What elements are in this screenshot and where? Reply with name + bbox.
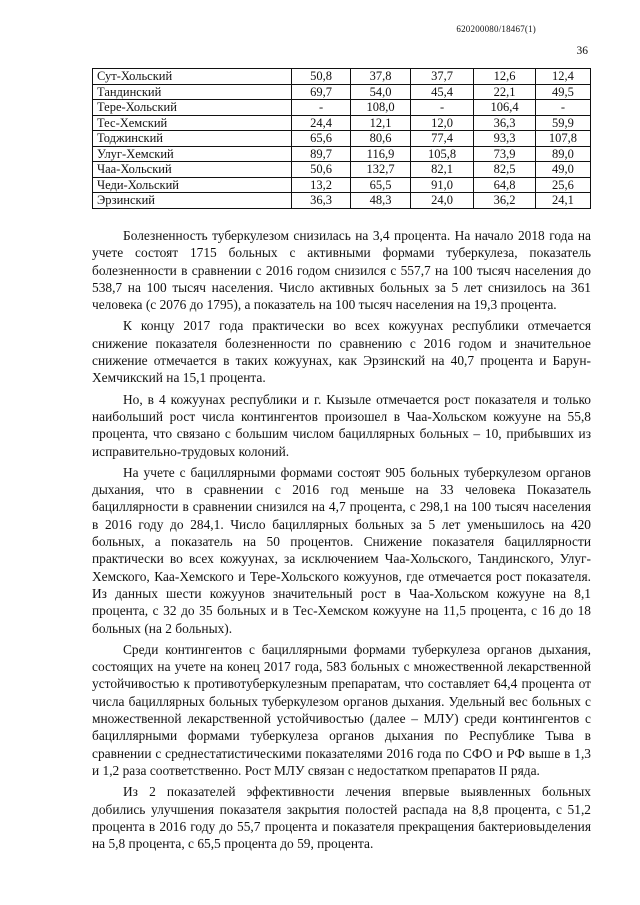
table-cell: 24,4 <box>291 115 350 131</box>
table-row <box>93 162 591 178</box>
table-cell: 12,6 <box>474 69 536 85</box>
table-cell: - <box>291 100 350 116</box>
table-cell: 12,4 <box>535 69 590 85</box>
table-cell: 54,0 <box>351 84 411 100</box>
table-row <box>93 177 591 193</box>
table-cell-district: Чеди-Хольский <box>93 177 292 193</box>
table-cell: 24,1 <box>535 193 590 209</box>
table-row <box>93 115 591 131</box>
page-number: 36 <box>576 45 588 57</box>
table-row <box>93 84 591 100</box>
table-cell: 37,7 <box>410 69 473 85</box>
table-cell: 12,1 <box>351 115 411 131</box>
table-cell: 69,7 <box>291 84 350 100</box>
table-cell: 24,0 <box>410 193 473 209</box>
table-cell-district: Чаа-Хольский <box>93 162 292 178</box>
table-cell: 105,8 <box>410 146 473 162</box>
table-cell: 25,6 <box>535 177 590 193</box>
table-cell: 36,3 <box>474 115 536 131</box>
table-cell: 64,8 <box>474 177 536 193</box>
table-cell: 77,4 <box>410 131 473 147</box>
table-row <box>93 69 591 85</box>
table-cell: 116,9 <box>351 146 411 162</box>
table-cell: 48,3 <box>351 193 411 209</box>
table-cell: 108,0 <box>351 100 411 116</box>
table-cell: 37,8 <box>351 69 411 85</box>
table-cell-district: Тес-Хемский <box>93 115 292 131</box>
table-cell: 89,7 <box>291 146 350 162</box>
paragraph: Болезненность туберкулезом снизилась на 3,4 процента. На начало 2018 года на учете состоят 1715 больных с активными формами туберкулеза, показатель болезненности в сравнении с 2016 годом снизился с 557,7 на 100 тысяч населения до 538,7 на 100 тысяч населения. Число активных больных за 5 лет снизилось на 361 человека (с 2076 до 1795), а показатель на 100 тысяч населения на 19,3 процента. <box>92 228 591 313</box>
paragraph: Но, в 4 кожуунах республики и г. Кызыле отмечается рост показателя и только наибольший рост числа контингентов произошел в Чаа-Хольском кожууне на 55,8 процента, что связано с большим числом бациллярных больных – 10, прибывших из исправительно-трудовых колоний. <box>92 391 591 459</box>
body-text <box>92 227 591 856</box>
table-cell-district: Сут-Хольский <box>93 69 292 85</box>
table-cell: 50,8 <box>291 69 350 85</box>
table-cell: 82,5 <box>474 162 536 178</box>
document-id: 620200080/18467(1) <box>456 24 536 34</box>
table-row <box>93 100 591 116</box>
table-cell: 45,4 <box>410 84 473 100</box>
table-cell-district: Улуг-Хемский <box>93 146 292 162</box>
table-cell: 49,5 <box>535 84 590 100</box>
paragraph: К концу 2017 года практически во всех кожуунах республики отмечается снижение показателя болезненности по сравнению с 2016 годом и значительное снижение отмечается в таких кожуунах, как Эрзинский на 40,7 процента и Барун-Хемчикский на 15,1 процента. <box>92 318 591 386</box>
table-row <box>93 193 591 209</box>
paragraph: Среди контингентов с бациллярными формами туберкулеза органов дыхания, состоящих на учете на конец 2017 года, 583 больных с множественной лекарственной устойчивостью к противотуберкулезным препаратам, что составляет 64,4 процента от числа бациллярных больных туберкулезом органов дыхания. Удельный вес больных с множественной лекарственной устойчивостью (далее – МЛУ) среди контингентов с бациллярными формами туберкулеза органов дыхания по Республике Тыва в сравнении с среднестатистическими показателями 2016 года по СФО и РФ выше в 1,3 и 1,2 раза соответственно. Рост МЛУ связан с недостатком препаратов II ряда. <box>92 641 591 778</box>
table-cell-district: Эрзинский <box>93 193 292 209</box>
table-cell: 65,6 <box>291 131 350 147</box>
table-cell-district: Тоджинский <box>93 131 292 147</box>
table-cell: 22,1 <box>474 84 536 100</box>
table-cell: - <box>410 100 473 116</box>
table-cell: 106,4 <box>474 100 536 116</box>
table-cell: 49,0 <box>535 162 590 178</box>
table-cell: 89,0 <box>535 146 590 162</box>
paragraph: На учете с бациллярными формами состоят 905 больных туберкулезом органов дыхания, что в сравнении с 2016 год меньше на 33 человека Показатель бациллярности в сравнении снизился на 4,7 процента, с 298,1 на 100 тысяч населения в 2016 году до 284,1. Число бациллярных больных за 5 лет уменьшилось на 420 больных, а показатель на 50 процентов. Снижение показателя бациллярности практически во всех кожуунах, за исключением Чаа-Хольского, Тандинского, Улуг-Хемского, Каа-Хемского и Тере-Хольского кожуунов, где отмечается рост показателя. Из данных шести кожуунов значительный рост в Чаа-Хольском кожууне на 8,1 процента, с 32 до 35 больных и в Тес-Хемском кожууне на 11,5 процента, с 16 до 18 больных (на 2 больных). <box>92 464 591 636</box>
table-cell: 82,1 <box>410 162 473 178</box>
table-cell: 132,7 <box>351 162 411 178</box>
table-row <box>93 146 591 162</box>
table-cell: 13,2 <box>291 177 350 193</box>
table-cell: 36,2 <box>474 193 536 209</box>
district-table <box>92 68 591 209</box>
paragraph: Из 2 показателей эффективности лечения впервые выявленных больных добились улучшения показателя закрытия полостей распада на 8,8 процента, с 51,2 процента в 2016 году до 55,7 процента и показателя прекращения бактериовыделения на 5,8 процента, с 65,5 процента до 59, процента. <box>92 784 591 852</box>
table-row <box>93 131 591 147</box>
table-cell: 93,3 <box>474 131 536 147</box>
table-cell: 12,0 <box>410 115 473 131</box>
table-cell: - <box>535 100 590 116</box>
table-cell: 59,9 <box>535 115 590 131</box>
table-cell: 36,3 <box>291 193 350 209</box>
table-cell: 91,0 <box>410 177 473 193</box>
table-cell: 80,6 <box>351 131 411 147</box>
table-cell-district: Тандинский <box>93 84 292 100</box>
table-cell: 50,6 <box>291 162 350 178</box>
table-cell: 73,9 <box>474 146 536 162</box>
table-cell: 107,8 <box>535 131 590 147</box>
table-cell-district: Тере-Хольский <box>93 100 292 116</box>
table-cell: 65,5 <box>351 177 411 193</box>
